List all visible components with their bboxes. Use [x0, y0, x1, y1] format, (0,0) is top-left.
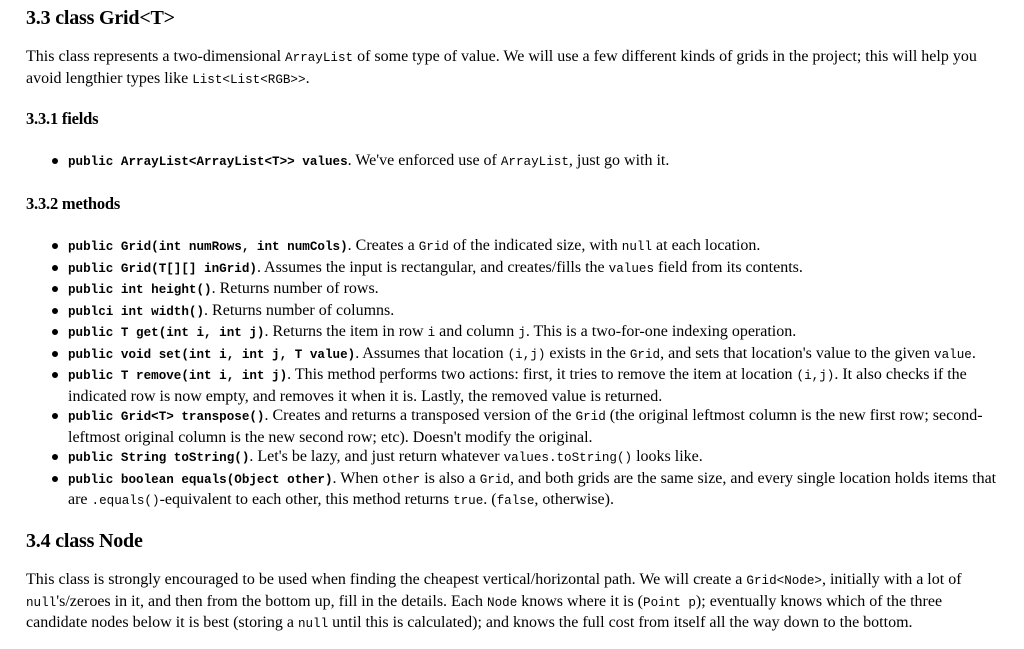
text-run: . Returns the item in row	[264, 323, 428, 340]
text-run: . We've enforced use of	[347, 152, 501, 169]
inline-code: values	[608, 261, 655, 276]
list-item	[26, 279, 1001, 301]
signature: public ArrayList<ArrayList<T>> values	[68, 155, 348, 169]
text-run: ); eventually knows which of the three candidate nodes below it is best (storing a	[26, 592, 943, 631]
section-3-4-intro	[26, 570, 1001, 635]
list-item	[26, 469, 1001, 512]
text-run: and column	[435, 323, 519, 340]
signature: public boolean equals(Object other)	[68, 472, 333, 487]
signature: public String toString()	[68, 451, 250, 465]
inline-code: values.toString()	[503, 451, 633, 465]
inline-code: Grid	[575, 410, 606, 424]
section-3-3-intro	[26, 47, 1001, 90]
inline-code: Node	[487, 595, 518, 610]
signature: public Grid<T> transpose()	[68, 410, 265, 424]
text-run: of some type of value. We will use a few different kinds of grids in the project; this will help you avoid lengthier types like	[26, 48, 977, 87]
text-run: This class is strongly encouraged to be used when finding the cheapest vertical/horizontal path. We will create a	[26, 571, 747, 588]
list-item	[26, 406, 1001, 447]
list-item	[26, 447, 1001, 469]
inline-code: ArrayList	[500, 155, 569, 169]
inline-code: i	[427, 326, 436, 340]
text-run: is also a	[420, 469, 480, 487]
text-run: -equivalent to each other, this method returns	[159, 491, 454, 508]
text-run: . Let's be lazy, and just return whatever	[249, 448, 504, 465]
text-run: . When	[332, 469, 383, 487]
text-run: . Returns number of columns.	[204, 301, 395, 319]
signature: public Grid(T[][] inGrid)	[68, 261, 257, 276]
inline-code: null	[26, 595, 57, 610]
inline-code: Grid	[479, 472, 511, 487]
inline-code: true	[453, 494, 484, 508]
inline-code: ArrayList	[285, 51, 354, 65]
list-item	[26, 301, 1001, 323]
signature: public T remove(int i, int j)	[68, 369, 288, 383]
text-run: . This is a two-for-one indexing operation.	[525, 323, 797, 340]
text-run: knows where it is (	[517, 592, 644, 610]
text-run: of the indicated size, with	[448, 237, 622, 254]
text-run: . It also checks if the indicated row is now empty, and removes it when it is. Lastly, the removed value is returned.	[68, 366, 967, 405]
inline-code: null	[621, 240, 653, 254]
text-run: , and sets that location's value to the given	[660, 344, 935, 362]
fields-list	[26, 151, 1001, 173]
signature: public int height()	[68, 283, 212, 297]
section-3-3-2-heading: 3.3.2 methods	[26, 194, 121, 213]
inline-code: Grid	[629, 347, 661, 362]
text-run: . (	[483, 491, 497, 508]
text-run: looks like.	[632, 448, 703, 465]
list-item	[26, 365, 1001, 406]
signature: public void set(int i, int j, T value)	[68, 347, 356, 362]
list-item	[26, 322, 1001, 344]
list-item	[26, 151, 1001, 173]
list-item	[26, 344, 1001, 366]
inline-code: Point p	[643, 595, 696, 610]
list-item	[26, 236, 1001, 258]
text-run: , just go with it.	[568, 152, 670, 169]
text-run: This class represents a two-dimensional	[26, 48, 286, 65]
text-run: field from its contents.	[654, 258, 803, 276]
section-3-4-heading: 3.4 class Node	[26, 530, 143, 552]
text-run: . Creates a	[347, 237, 419, 254]
text-run: . Creates and returns a transposed version of the	[264, 407, 576, 424]
text-run: 's/zeroes in it, and then from the bottom up, fill in the details. Each	[56, 592, 488, 610]
inline-code: value	[934, 347, 972, 362]
inline-code: j	[518, 326, 526, 340]
list-item	[26, 258, 1001, 280]
signature: public T get(int i, int j)	[68, 326, 265, 340]
methods-list	[26, 236, 1001, 512]
text-run: .	[305, 69, 310, 87]
text-run: (the original leftmost column is the new first row; second-leftmost original column is the new second row; etc). Doesn't modify the original.	[68, 407, 983, 446]
inline-code: List<List<RGB>>	[192, 72, 306, 87]
inline-code: .equals()	[91, 494, 160, 508]
text-run: , otherwise).	[534, 491, 614, 508]
text-run: .	[971, 344, 976, 362]
inline-code: (i,j)	[796, 369, 835, 383]
section-3-3-heading: 3.3 class Grid<T>	[26, 7, 175, 29]
inline-code: null	[297, 617, 329, 631]
text-run: exists in the	[545, 344, 630, 362]
text-run: . Returns number of rows.	[211, 280, 379, 297]
inline-code: Grid<Node>	[746, 574, 822, 588]
text-run: until this is calculated); and knows the full cost from itself all the way down to the bottom.	[328, 614, 913, 631]
text-run: , initially with a lot of	[821, 571, 962, 588]
text-run: , and both grids are the same size, and every single location holds items that are	[68, 469, 997, 508]
text-run: . Assumes that location	[355, 344, 508, 362]
inline-code: other	[382, 472, 421, 487]
text-run: at each location.	[652, 237, 761, 254]
section-3-3-1-heading: 3.3.1 fields	[26, 109, 99, 128]
signature: publci int width()	[68, 304, 205, 319]
text-run: . Assumes the input is rectangular, and creates/fills the	[256, 258, 609, 276]
inline-code: Grid	[418, 240, 449, 254]
inline-code: false	[496, 494, 535, 508]
text-run: . This method performs two actions: first, it tries to remove the item at location	[287, 366, 797, 383]
inline-code: (i,j)	[507, 347, 546, 362]
signature: public Grid(int numRows, int numCols)	[68, 240, 348, 254]
